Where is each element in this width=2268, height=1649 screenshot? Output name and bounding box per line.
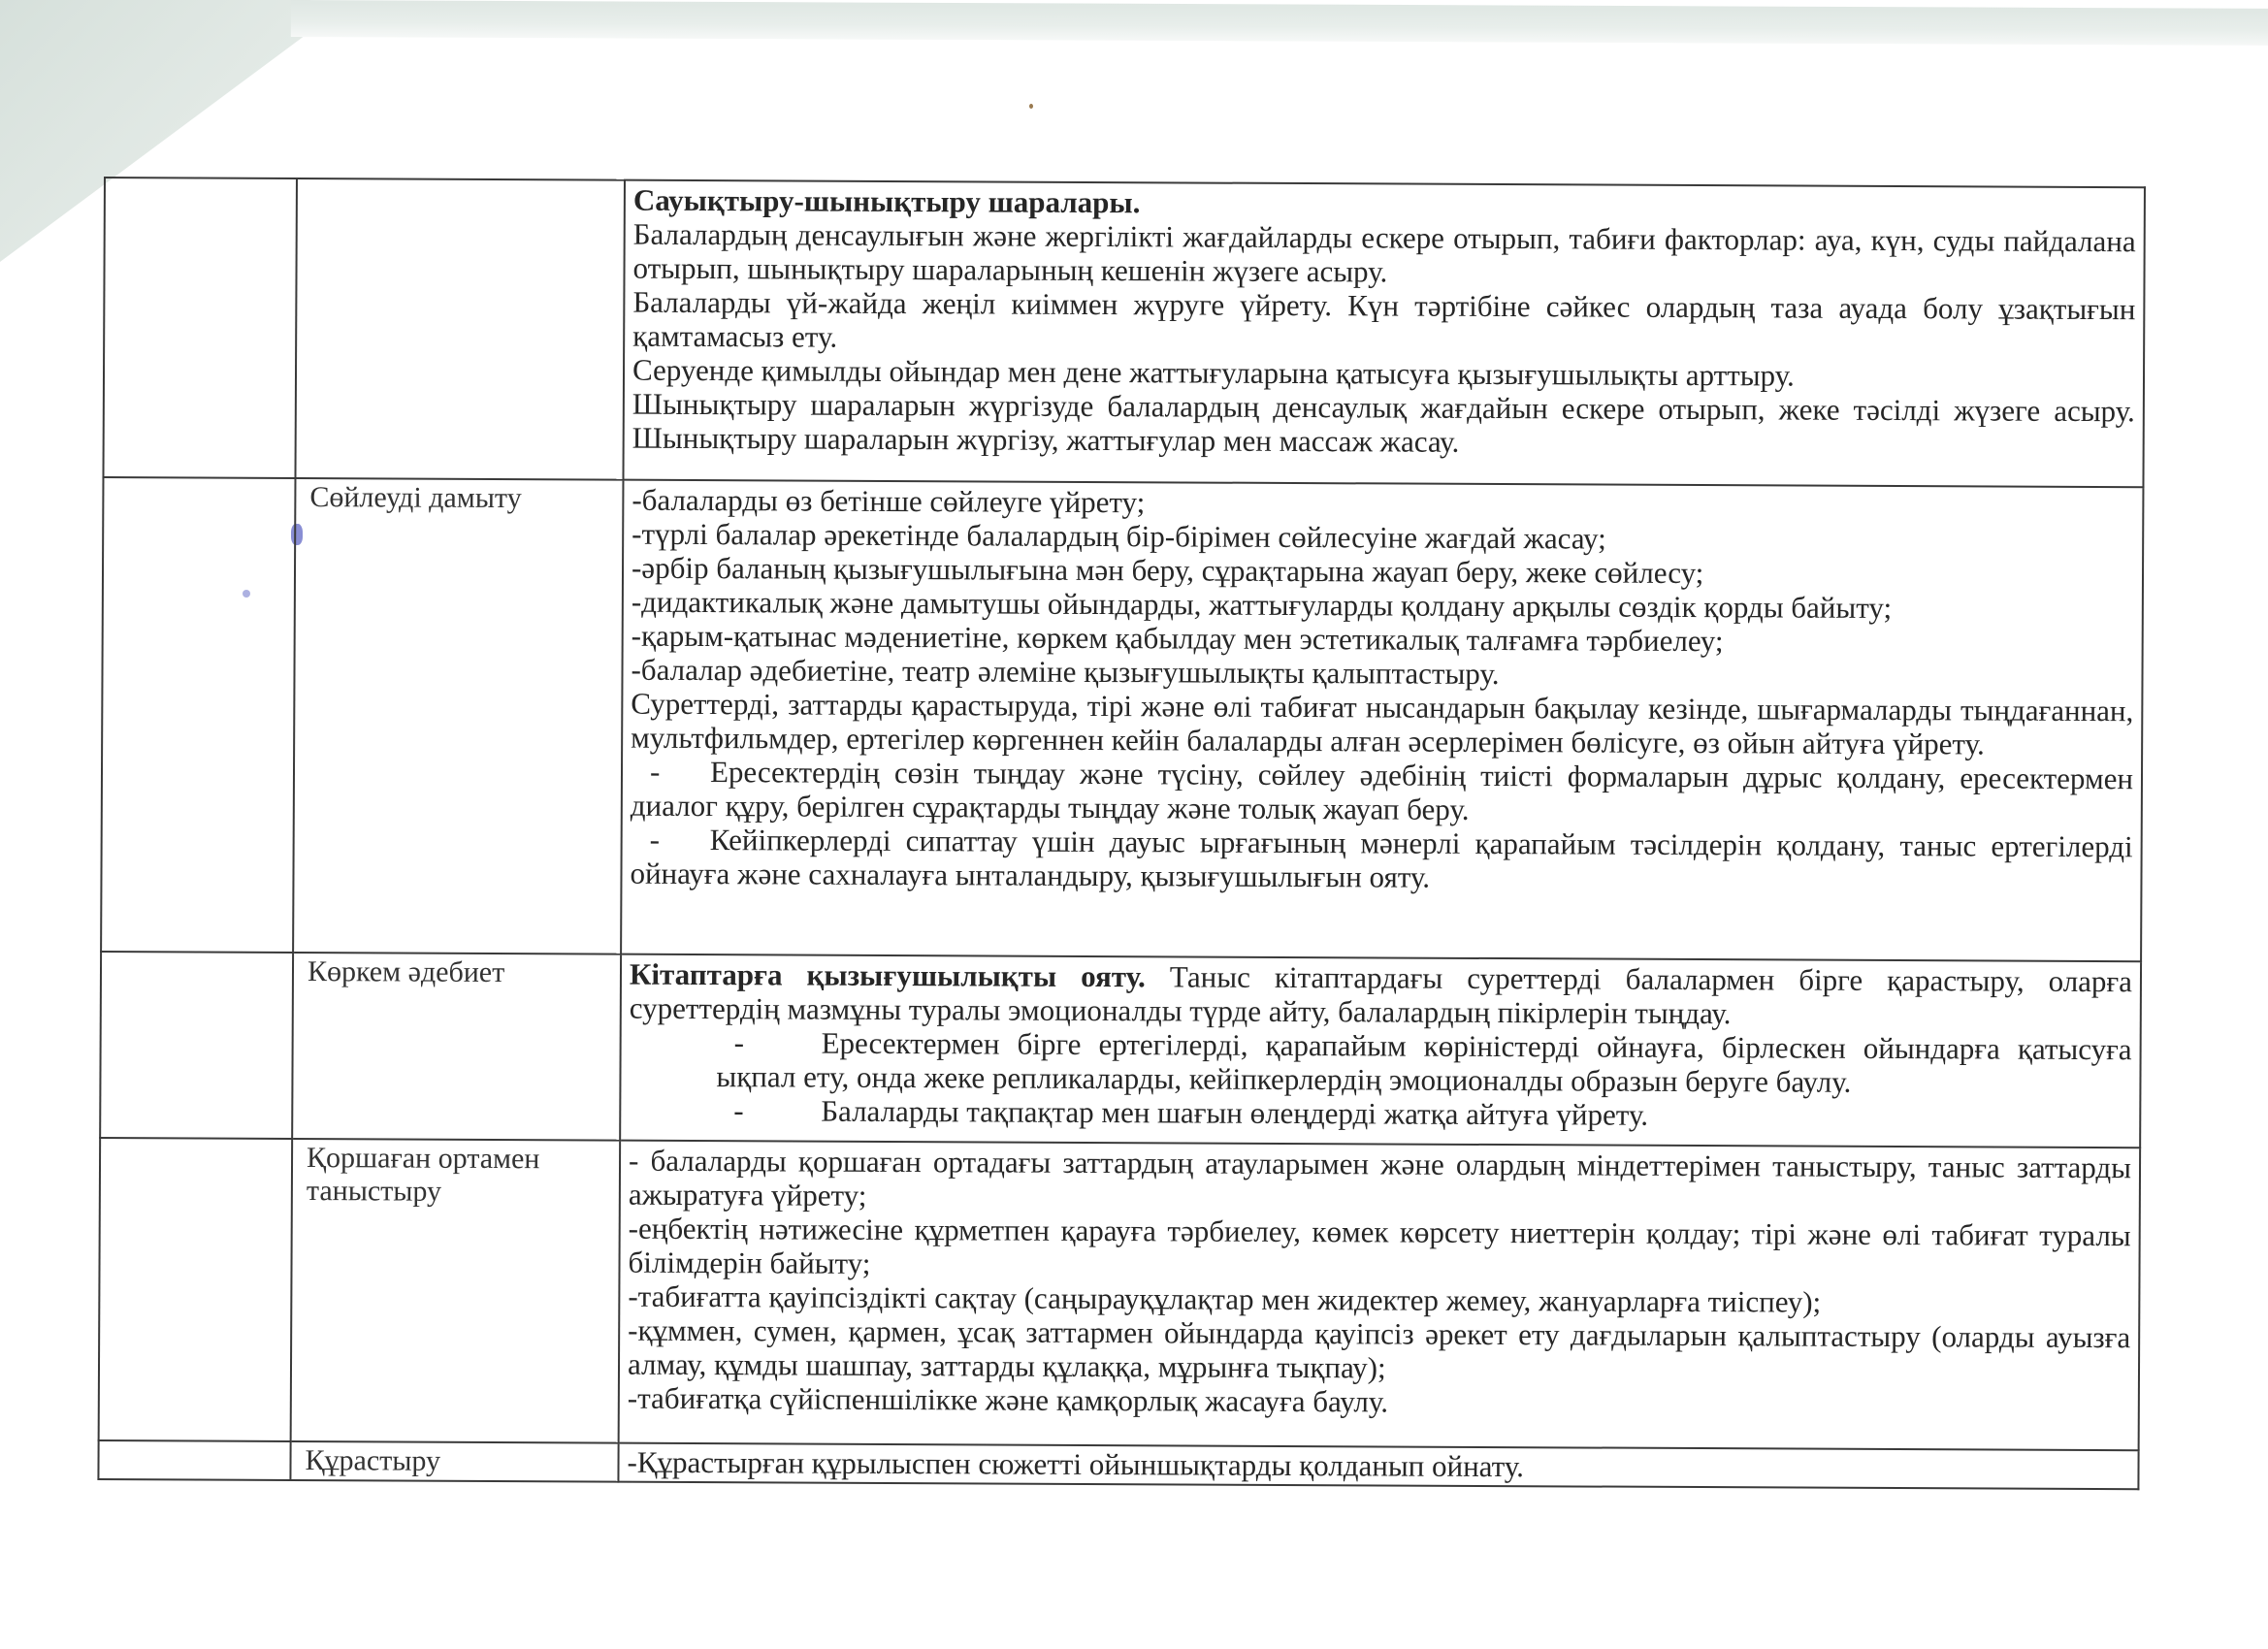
- list-item: -балалар әдебиетіне, театр әлеміне қызығушылықты қалыптастыру.: [631, 652, 1500, 692]
- paragraph: Балаларды үй-жайда жеңіл киіммен жүруге үйрету. Күн тәртібіне сәйкес олардың таза ауада болу ұзақтығын қамтамасыз ету.: [632, 284, 2136, 354]
- empty-cell: [99, 1138, 293, 1441]
- bullet-item: [631, 755, 2133, 830]
- bullet-text: Балаларды тақпақтар мен шағын өлеңдерді жатқа айтуға үйрету.: [821, 1093, 1649, 1132]
- empty-cell: [101, 477, 295, 953]
- empty-cell: [98, 1440, 290, 1480]
- list-item: -еңбектің нәтижесіне құрметпен қарауға тәрбиелеу, көмек көрсету ниеттерін қолдау; тірі және өлі табиғат туралы білімдерін байыту;: [628, 1211, 2131, 1280]
- paragraph: Серуенде қимылды ойындар мен дене жаттығуларына қатысуға қызығушылықты арттыру.: [632, 352, 1795, 393]
- area-label-speech: Сөйлеуді дамыту: [293, 478, 623, 954]
- content-cell-construction: [618, 1443, 2138, 1490]
- table-row: [101, 477, 2143, 961]
- content-cell-speech: [621, 480, 2143, 962]
- table-row: [100, 952, 2141, 1148]
- list-item: -табиғатта қауіпсіздікті сақтау (саңырауқұлақтар мен жидектер жемеу, жануарларға тиіспеу);: [628, 1278, 1822, 1319]
- section-heading: Сауықтыру-шынықтыру шаралары.: [632, 182, 1141, 220]
- list-item: - балаларды қоршаған ортадағы заттардың атауларымен және олардың міндеттерімен таныстыру, таныс заттарды ажыратуға үйрету;: [628, 1143, 2132, 1212]
- table-row: [99, 1138, 2140, 1450]
- area-label: [295, 178, 625, 480]
- content-cell-environment: [619, 1141, 2141, 1451]
- bullet-text: Кейіпкерлерді сипаттау үшін дауыс ырғағының мәнерлі қарапайым тәсілдерін қолдану, таныс ертегілерді ойнауға және сахналауға ынталандыру, қызығушылығын ояту.: [630, 823, 2133, 894]
- list-item: -қарым-қатынас мәдениетіне, көркем қабылдау мен эстетикалық талғамға тәрбиелеу;: [631, 618, 1724, 659]
- scan-speck: [1029, 104, 1033, 109]
- document-page: [97, 177, 2146, 1490]
- paragraph: Балалардың денсаулығын және жергілікті жағдайларды ескере отырып, табиғи факторлар: ауа, күн, суды пайдалана отырып, шынықтыру шараларының кешенін жүзеге асыру.: [632, 216, 2136, 289]
- list-item: -түрлі балалар әрекетінде балалардың бір-бірімен сөйлесуіне жағдай жасау;: [632, 516, 1606, 556]
- area-label-construction: Құрастыру: [290, 1441, 618, 1482]
- paragraph: Шынықтыру шараларын жүргізуде балалардың денсаулық жағдайын ескере отырып, жеке тәсілді жүзеге асыру. Шынықтыру шараларын жүргізу, жаттығулар мен массаж жасау.: [632, 386, 2135, 459]
- bullet-item: [629, 1093, 2131, 1135]
- bullet-text: Ересектермен бірге ертегілерді, қарапайым көріністерді ойнауға, бірлескен ойындарға қатысуға ықпал ету, онда жеке репликаларды, кейіпкерлердің эмоционалды образын беруге баулу.: [716, 1025, 2132, 1099]
- empty-cell: [100, 952, 293, 1139]
- area-label-environment: Қоршаған ортамен таныстыру: [291, 1139, 621, 1443]
- list-item: -балаларды өз бетінше сөйлеуге үйрету;: [632, 482, 1146, 520]
- bullet-marker: -: [733, 1025, 745, 1060]
- bullet-item: [629, 1025, 2131, 1101]
- bullet-text: Ересектердің сөзін тыңдау және түсіну, сөйлеу әдебінің тиісті формаларын дұрыс қолдану, ересектермен диалог құру, берілген сұрақтарды тыңдау және толық жауап беру.: [630, 755, 2134, 826]
- area-label-literature: Көркем әдебиет: [292, 953, 621, 1141]
- bullet-marker: -: [733, 1093, 744, 1128]
- scan-shadow-band: [291, 0, 2268, 46]
- list-item: -табиғатқа сүйіспеншілікке және қамқорлық жасауға баулу.: [627, 1380, 1389, 1419]
- list-item: -әрбір баланың қызығушылығына мән беру, сұрақтарына жауап беру, жеке сөйлесу;: [631, 550, 1704, 591]
- content-cell-literature: [620, 954, 2141, 1148]
- curriculum-table: [97, 177, 2146, 1490]
- list-item: -дидактикалық және дамытушы ойындарды, жаттығуларды қолдану арқылы сөздік қорды байыту;: [631, 584, 1893, 626]
- paragraph: [630, 957, 2132, 1033]
- lead-text: Таныс кітаптардағы суреттерді балалармен бірге қарастыру, оларға суреттердің мазмұны туралы эмоционалды түрде айту, балалардың пікірлерін тыңдау.: [629, 959, 2133, 1031]
- empty-cell: [103, 178, 297, 478]
- paragraph: Суреттерді, заттарды қарастыруда, тірі және өлі табиғат нысандарын бақылау кезінде, шығармаларды тыңдағаннан, мультфильмдер, ертегілер көргеннен кейін балаларды алған әсерлерімен бөлісуге, өз ойын айтуға үйрету.: [631, 686, 2134, 761]
- bullet-item: [630, 823, 2132, 898]
- list-item: -Құрастырған құрылыспен сюжетті ойыншықтарды қолданып ойнату.: [627, 1444, 1525, 1484]
- table-row: [103, 178, 2144, 487]
- bullet-marker: -: [649, 754, 661, 789]
- content-cell-health: [623, 180, 2144, 488]
- bullet-marker: -: [649, 822, 661, 857]
- lead-bold: Кітаптарға қызығушылықты ояту.: [629, 956, 1146, 994]
- list-item: -құммен, сумен, қармен, ұсақ заттармен ойындарда қауіпсіз әрекет ету дағдыларын қалыптастыру (оларды ауызға алмау, құмды шашпау, заттарды құлаққа, мұрынға тықпау);: [627, 1312, 2131, 1385]
